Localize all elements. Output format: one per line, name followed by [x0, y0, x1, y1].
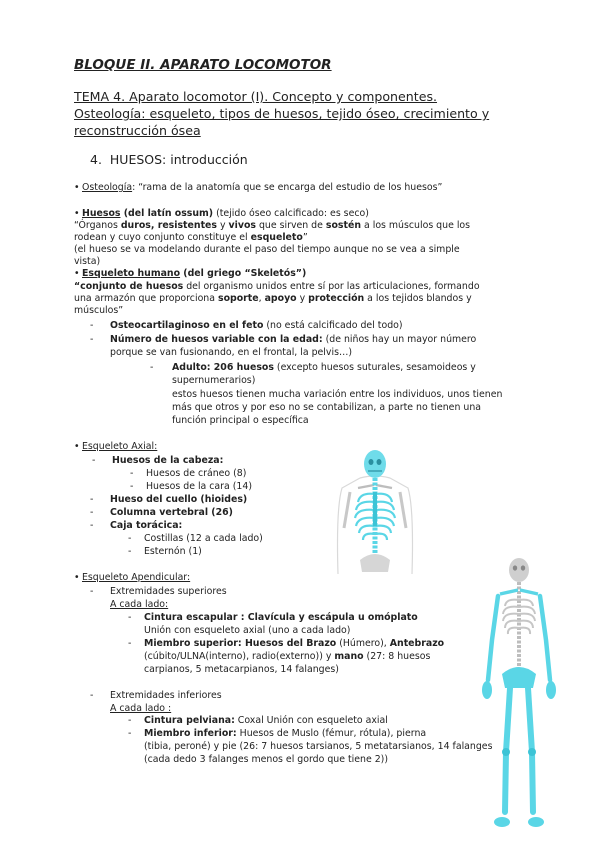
axial-caja-item: - Caja torácica:: [90, 520, 183, 531]
text-span: y: [217, 220, 229, 231]
miembro-superior-line-3: carpianos, 5 metacarpianos, 14 falanges): [144, 664, 339, 675]
huesos-term: Huesos: [82, 208, 121, 219]
left-foot-icon: [494, 817, 510, 827]
text-span: (cúbito/ULNA(interno), radio(externo)) y: [144, 651, 335, 662]
text-span: Cintura escapular : Clavícula y escápula u omóplato: [144, 612, 418, 623]
text-span: (excepto huesos suturales, sesamoideos y: [273, 362, 476, 373]
text-span: a los músculos que los: [361, 220, 471, 231]
text-span: (Húmero),: [336, 638, 390, 649]
right-foot-icon: [528, 817, 544, 827]
section-title: HUESOS: introducción: [109, 152, 248, 167]
huesos-def-line-1: [74, 220, 470, 232]
appendicular-skeleton-figure: [478, 556, 560, 834]
text-span: Extremidades inferiores: [110, 690, 222, 701]
pelvis-icon: [502, 667, 536, 688]
osteologia-line: • Osteología: “rama de la anatomía que se encarga del estudio de los huesos”: [74, 182, 443, 193]
text-span: apoyo: [264, 293, 297, 304]
sternum-icon: [373, 492, 377, 526]
text-span: Columna vertebral (26): [110, 507, 233, 518]
miembro-inferior-line-3: (cada dedo 3 falanges menos el gordo que tiene 2)): [144, 754, 388, 765]
osteologia-definition: : “rama de la anatomía que se encarga del estudio de los huesos”: [132, 182, 443, 193]
miembro-inferior-line-2: (tibia, peroné) y pie (26: 7 huesos tarsianos, 5 metatarsianos, 14 falanges: [144, 741, 493, 752]
extremidades-inferiores-item: - Extremidades inferiores: [90, 690, 222, 701]
axial-skeleton-figure: [330, 448, 420, 574]
variacion-line-1: estos huesos tienen mucha variación entre los individuos, unos tienen: [172, 389, 503, 400]
miembro-superior-item: - Miembro superior: Huesos del Brazo (Húmero), Antebrazo: [128, 638, 445, 649]
esqueleto-humano-term: Esqueleto humano: [82, 268, 181, 279]
adulto-line-2: supernumerarios): [172, 375, 256, 386]
left-hand-icon: [482, 681, 492, 699]
cada-lado-label-2: A cada lado :: [110, 703, 172, 714]
text-span: Cintura pelviana:: [144, 715, 235, 726]
text-span: Miembro superior: Huesos del Brazo: [144, 638, 337, 649]
text-span: Esternón (1): [144, 546, 202, 557]
text-span: duros, resistentes: [120, 220, 217, 231]
text-span: soporte: [217, 293, 259, 304]
right-hand-icon: [546, 681, 556, 699]
text-span: Osteocartilaginoso en el feto: [110, 320, 264, 331]
eye-socket-icon: [369, 459, 374, 465]
osteocartilaginoso-item: - Osteocartilaginoso en el feto (no está calcificado del todo): [90, 320, 403, 331]
variacion-line-2: más que otros y por eso no se contabilizan, a parte no tienen una: [172, 402, 481, 413]
text-span: Número de huesos variable con la edad:: [110, 334, 323, 345]
axial-cuello-item: - Hueso del cuello (hioides): [90, 494, 248, 505]
text-span: Caja torácica:: [110, 520, 183, 531]
esqueleto-humano-greek: (del griego “Skeletós”): [180, 268, 307, 279]
text-span: Antebrazo: [389, 638, 445, 649]
text-span: vivos: [228, 220, 256, 231]
eye-socket-icon: [513, 565, 517, 570]
eye-socket-icon: [377, 459, 382, 465]
huesos-note-line-1: (el hueso se va modelando durante el paso del tiempo aunque no se vea a simple: [74, 244, 460, 255]
text-span: que sirven de: [255, 220, 326, 231]
right-arm-icon: [540, 596, 550, 680]
text-span: y: [296, 293, 309, 304]
text-span: protección: [308, 293, 365, 304]
text-span: Huesos de la cabeza:: [112, 455, 224, 466]
text-span: mano: [334, 651, 364, 662]
esqueleto-def-line-2: [74, 293, 472, 305]
huesos-def-line-2: [74, 232, 308, 244]
axial-cara-item: - Huesos de la cara (14): [130, 481, 252, 492]
skull-icon: [509, 558, 529, 582]
esqueleto-def-line-3: músculos”: [74, 305, 124, 316]
esqueleto-humano-line: • Esqueleto humano (del griego “Skeletós”): [74, 268, 307, 279]
text-span: sostén: [325, 220, 362, 231]
axial-title: Esqueleto Axial:: [82, 441, 158, 452]
union-axial-line: Unión con esqueleto axial (uno a cada lado): [144, 625, 351, 636]
huesos-line: • Huesos (del latín ossum) (tejido óseo calcificado: es seco): [74, 208, 369, 219]
variacion-line-3: función principal o específica: [172, 415, 309, 426]
miembro-superior-line-2: [144, 651, 430, 663]
text-span: esqueleto: [250, 232, 303, 243]
text-span: una armazón que proporciona: [74, 293, 218, 304]
axial-esternon-item: - Esternón (1): [128, 546, 202, 557]
tema-title-line-1: TEMA 4. Aparato locomotor (I). Concepto y componentes.: [74, 89, 438, 104]
text-span: (no está calcificado del todo): [263, 320, 403, 331]
huesos-note-line-2: vista): [74, 256, 101, 267]
axial-craneo-item: - Huesos de cráneo (8): [130, 468, 247, 479]
left-arm-icon: [488, 596, 498, 680]
text-span: Costillas (12 a cada lado): [144, 533, 263, 544]
text-span: “Órganos: [74, 220, 121, 231]
text-span: (27: 8 huesos: [363, 651, 431, 662]
text-span: Huesos de la cara (14): [146, 481, 252, 492]
apendicular-heading: • Esqueleto Apendicular:: [74, 572, 191, 583]
huesos-latin: (del latín ossum): [120, 208, 214, 219]
axial-cabeza-item: - Huesos de la cabeza:: [92, 455, 224, 466]
extremidades-superiores-item: - Extremidades superiores: [90, 586, 227, 597]
apendicular-title: Esqueleto Apendicular:: [82, 572, 191, 583]
axial-heading: • Esqueleto Axial:: [74, 441, 158, 452]
text-span: Huesos de cráneo (8): [146, 468, 247, 479]
esqueleto-def-line-1: [74, 281, 480, 293]
cada-lado-label: A cada lado:: [110, 599, 169, 610]
text-span: rodean y cuyo conjunto constituye el: [74, 232, 251, 243]
text-span: ”: [302, 232, 308, 243]
cintura-pelviana-item: - Cintura pelviana: Coxal Unión con esqueleto axial: [128, 715, 388, 726]
text-span: a los tejidos blandos y: [364, 293, 472, 304]
tema-title-line-3: reconstrucción ósea: [74, 123, 201, 138]
text-span: “conjunto de huesos: [74, 281, 184, 292]
axial-columna-item: - Columna vertebral (26): [90, 507, 233, 518]
osteologia-term: Osteología: [82, 182, 133, 193]
huesos-paren: (tejido óseo calcificado: es seco): [213, 208, 369, 219]
tema-title-line-2: Osteología: esqueleto, tipos de huesos, tejido óseo, crecimiento y: [74, 106, 490, 121]
text-span: ,: [258, 293, 265, 304]
cintura-escapular-item: - Cintura escapular : Clavícula y escápula u omóplato: [128, 612, 418, 623]
axial-costillas-item: - Costillas (12 a cada lado): [128, 533, 263, 544]
text-span: Huesos de Muslo (fémur, rótula), pierna: [236, 728, 427, 739]
section-heading: [90, 152, 248, 167]
text-span: Hueso del cuello (hioides): [110, 494, 248, 505]
skull-icon: [364, 450, 386, 478]
eye-socket-icon: [521, 565, 525, 570]
text-span: Miembro inferior:: [144, 728, 237, 739]
pelvis-icon: [360, 554, 390, 572]
numero-huesos-item: - Número de huesos variable con la edad: (de niños hay un mayor número: [90, 334, 477, 345]
numero-huesos-line-2: porque se van fusionando, en el frontal, la pelvis…): [110, 347, 352, 358]
miembro-inferior-item: - Miembro inferior: Huesos de Muslo (fémur, rótula), pierna: [128, 728, 427, 739]
section-number: 4.: [90, 152, 102, 167]
text-span: (de niños hay un mayor número: [322, 334, 477, 345]
left-knee-icon: [502, 748, 510, 756]
adulto-item: - Adulto: 206 huesos (excepto huesos suturales, sesamoideos y: [150, 362, 476, 373]
text-span: Extremidades superiores: [110, 586, 227, 597]
block-title: BLOQUE II. APARATO LOCOMOTOR: [74, 57, 332, 73]
right-knee-icon: [528, 748, 536, 756]
text-span: Adulto: 206 huesos: [172, 362, 274, 373]
text-span: del organismo unidos entre sí por las articulaciones, formando: [183, 281, 480, 292]
text-span: Coxal Unión con esqueleto axial: [234, 715, 388, 726]
